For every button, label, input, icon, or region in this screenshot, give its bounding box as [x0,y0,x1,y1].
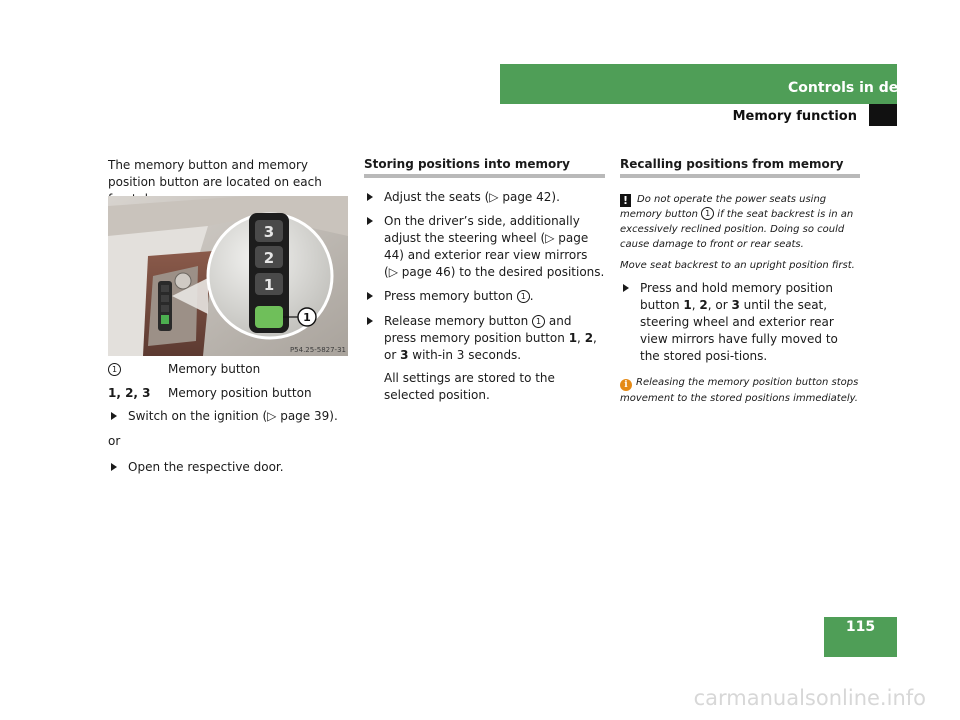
step-press-hold: Press and hold memory position button 1, 2, or 3 until the seat, steering wheel and exterior rear view mirrors have fully moved to the stored posi-tions. [620,280,860,366]
section-title: Controls in detail [788,80,924,96]
intro-text: The memory button and memory position button are located on each [108,158,322,189]
heading-rule [364,174,605,178]
legend-label: Memory button [168,362,261,376]
svg-text:2: 2 [263,249,275,267]
svg-text:3: 3 [263,223,275,241]
memory-buttons-illustration [108,196,348,356]
legend-key: 1, 2, 3 [108,386,151,400]
page-ref-icon: ▷ [267,409,277,423]
step-press-memory: Press memory button 1 . [364,288,605,306]
or-text: or [108,434,121,448]
stored-note: All settings are stored to the selected position. [384,371,555,402]
bullet-icon [111,463,117,471]
photo-code: P54.25-5827-31 [289,346,346,354]
step-ignition: Switch on the ignition (▷ page 39). [108,408,358,426]
step-adjust-seats: Adjust the seats (▷ page 42). [364,189,605,207]
heading-rule [620,174,860,178]
warning-note-2: Move seat backrest to an upright position first. [620,260,855,271]
bullet-icon [367,317,373,325]
watermark: carmanualsonline.info [693,686,926,710]
page-ref-icon: ▷ [545,231,555,245]
step-open-door: Open the respective door. [108,459,358,477]
header-marker [869,104,897,126]
svg-text:1: 1 [263,276,275,294]
circled-number-1: 1 [532,315,545,328]
door-panel-photo [108,196,348,356]
info-note: i Releasing the memory position button stops movement to the stored positions immediately. [620,377,859,404]
bullet-icon [111,412,117,420]
step-adjust-wheel: On the driver’s side, additionally adjust the steering wheel (▷ page 44) and exterior rear view mirrors (▷ page 46) to the desired positions. [364,213,605,283]
svg-text:1: 1 [303,311,311,324]
bullet-icon [367,217,373,225]
page-ref-icon: ▷ [388,265,398,279]
warning-note: ! Do not operate the power seats using memory button 1 if the seat backrest is in an excessively reclined position. Doing so could cause damage to front or rear seats. [620,194,854,250]
circled-number-1: 1 [701,207,714,220]
subsection-title: Memory function [732,109,857,124]
recalling-heading: Recalling positions from memory [620,157,844,171]
legend-label: Memory position button [168,386,312,400]
bullet-icon [367,292,373,300]
bullet-icon [367,193,373,201]
page-number: 115 [845,619,876,635]
bullet-icon [623,284,629,292]
step-release-memory: Release memory button 1 and press memory position button 1, 2, or 3 with-in 3 seconds. [364,313,605,365]
circled-number-1: 1 [517,290,530,303]
page-ref-icon: ▷ [489,190,499,204]
storing-heading: Storing positions into memory [364,157,570,171]
circled-number-1: 1 [108,363,121,376]
info-icon: i [620,379,632,391]
warning-icon: ! [620,194,631,207]
